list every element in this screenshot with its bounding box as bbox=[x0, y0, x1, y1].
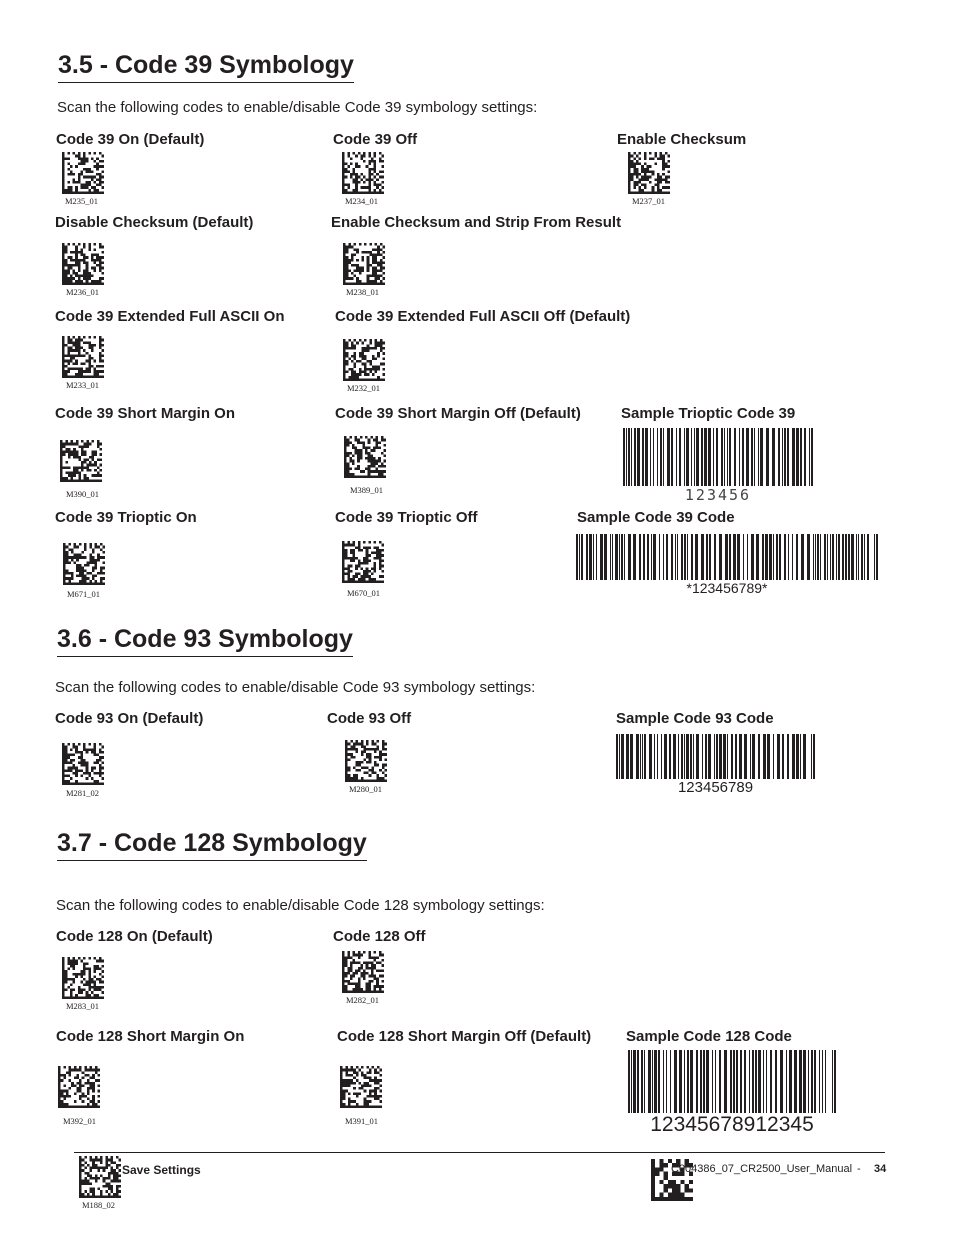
barcode-code: M188_02 bbox=[82, 1200, 116, 1210]
option-label: Code 93 Off bbox=[327, 710, 412, 727]
section-title-code128: 3.7 - Code 128 Symbology bbox=[57, 828, 367, 861]
barcode-code: M280_01 bbox=[349, 784, 383, 794]
datamatrix-barcode bbox=[62, 957, 104, 999]
option-label: Code 128 Short Margin Off (Default) bbox=[337, 1028, 592, 1045]
barcode-code: M233_01 bbox=[66, 380, 100, 390]
section-intro-code93: Scan the following codes to enable/disable Code 93 symbology settings: bbox=[55, 679, 536, 696]
sample-label: Sample Code 128 Code bbox=[626, 1028, 792, 1045]
save-settings-label: Save Settings bbox=[122, 1163, 201, 1177]
datamatrix-barcode bbox=[345, 740, 387, 782]
footer-rule bbox=[74, 1152, 885, 1153]
datamatrix-barcode bbox=[651, 1159, 669, 1177]
barcode-code: M391_01 bbox=[345, 1116, 379, 1126]
sample-label: Sample Code 39 Code bbox=[577, 509, 735, 526]
option-label: Disable Checksum (Default) bbox=[55, 214, 254, 231]
datamatrix-barcode bbox=[628, 152, 670, 194]
barcode-text: 12345678912345 bbox=[650, 1113, 814, 1136]
datamatrix-barcode bbox=[62, 152, 104, 194]
page-number: 34 bbox=[874, 1163, 887, 1175]
linear-barcode bbox=[623, 428, 813, 486]
datamatrix-barcode bbox=[342, 951, 384, 993]
barcode-code: M392_01 bbox=[63, 1116, 97, 1126]
barcode-code: M389_01 bbox=[350, 485, 384, 495]
barcode-code: M282_01 bbox=[346, 995, 380, 1005]
barcode-code: M671_01 bbox=[67, 589, 101, 599]
section-intro-code128: Scan the following codes to enable/disable Code 128 symbology settings: bbox=[56, 897, 545, 914]
barcode-code: M670_01 bbox=[347, 588, 381, 598]
barcode-code: M232_01 bbox=[347, 383, 381, 393]
barcode-code: M237_01 bbox=[632, 196, 666, 206]
barcode-text: 123456789 bbox=[677, 779, 754, 796]
option-label: Code 128 On (Default) bbox=[56, 928, 213, 945]
barcode-text: *123456789* bbox=[686, 580, 768, 596]
barcode-code: M235_01 bbox=[65, 196, 99, 206]
barcode-code: M236_01 bbox=[66, 287, 100, 297]
barcode-code: M390_01 bbox=[66, 489, 100, 499]
option-label: Enable Checksum bbox=[617, 131, 747, 148]
barcode-code: M238_01 bbox=[346, 287, 380, 297]
datamatrix-barcode bbox=[62, 336, 104, 378]
option-label: Code 39 Short Margin Off (Default) bbox=[335, 405, 581, 422]
sample-label: Sample Code 93 Code bbox=[616, 710, 774, 727]
datamatrix-barcode bbox=[340, 1066, 386, 1112]
option-label: Code 39 Trioptic Off bbox=[335, 509, 478, 526]
barcode-code: M281_02 bbox=[66, 788, 100, 798]
option-label: Code 128 Off bbox=[333, 928, 426, 945]
barcode-code: M283_01 bbox=[66, 1001, 100, 1011]
sample-label: Sample Trioptic Code 39 bbox=[621, 405, 796, 422]
linear-barcode bbox=[628, 1050, 836, 1113]
datamatrix-barcode bbox=[342, 152, 384, 194]
document-name: C004386_07_CR2500_User_Manual bbox=[671, 1163, 853, 1175]
option-label: Code 39 Extended Full ASCII Off (Default) bbox=[335, 308, 631, 325]
datamatrix-barcode bbox=[343, 339, 385, 381]
option-label: Code 39 Short Margin On bbox=[55, 405, 236, 422]
linear-barcode bbox=[616, 734, 815, 779]
barcode-text: 123456 bbox=[684, 486, 752, 504]
option-label: Code 39 On (Default) bbox=[56, 131, 205, 148]
section-title-code93: 3.6 - Code 93 Symbology bbox=[57, 624, 353, 657]
datamatrix-barcode bbox=[342, 541, 384, 583]
datamatrix-barcode bbox=[79, 1156, 121, 1198]
section-intro-code39: Scan the following codes to enable/disable Code 39 symbology settings: bbox=[57, 99, 538, 116]
datamatrix-barcode bbox=[62, 743, 104, 785]
datamatrix-barcode bbox=[344, 436, 386, 478]
datamatrix-barcode bbox=[58, 1066, 104, 1112]
option-label: Code 39 Off bbox=[333, 131, 418, 148]
barcode-code: M234_01 bbox=[345, 196, 379, 206]
datamatrix-barcode bbox=[343, 243, 385, 285]
datamatrix-barcode bbox=[60, 440, 102, 482]
option-label: Code 128 Short Margin On bbox=[56, 1028, 245, 1045]
section-title-code39: 3.5 - Code 39 Symbology bbox=[58, 50, 354, 83]
option-label: Code 93 On (Default) bbox=[55, 710, 204, 727]
option-label: Code 39 Extended Full ASCII On bbox=[55, 308, 285, 325]
datamatrix-barcode bbox=[63, 543, 105, 585]
datamatrix-barcode bbox=[62, 243, 104, 285]
linear-barcode bbox=[576, 534, 878, 580]
option-label: Enable Checksum and Strip From Result bbox=[331, 214, 622, 231]
footer-separator: - bbox=[857, 1163, 861, 1175]
option-label: Code 39 Trioptic On bbox=[55, 509, 197, 526]
